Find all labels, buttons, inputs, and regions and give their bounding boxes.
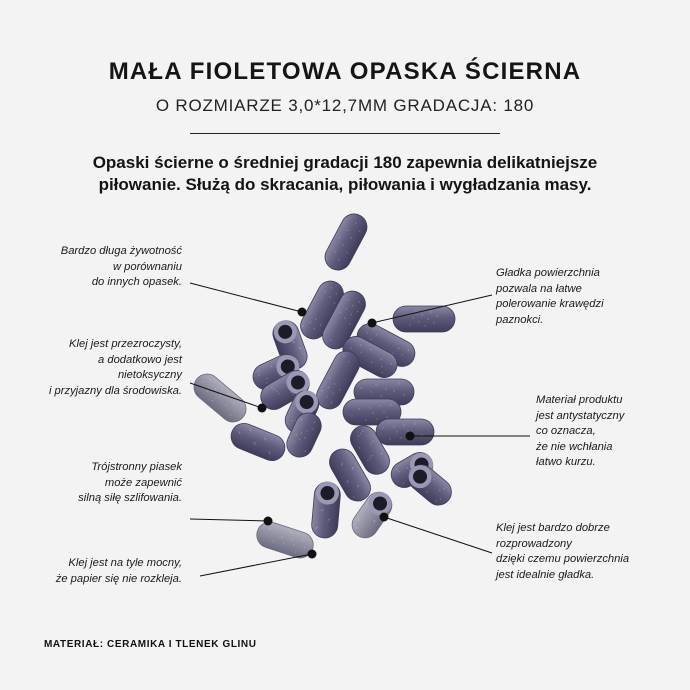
- note-line: dzięki czemu powierzchnia: [496, 553, 630, 565]
- note-antistatic: [536, 393, 686, 471]
- leader-dot: [406, 432, 415, 441]
- note-three-sided-sand: [20, 460, 182, 507]
- sanding-band: [311, 480, 342, 539]
- note-line: Klej jest przezroczysty,: [69, 338, 182, 350]
- note-line: Klej jest na tyle mocny,: [68, 557, 182, 569]
- note-line: paznokci.: [496, 313, 544, 326]
- note-line: że papier się nie rozkleja.: [55, 572, 182, 585]
- note-line: a dodatkowo jest: [98, 353, 182, 366]
- material-footer: MATERIAŁ: CERAMIKA I TLENEK GLINU: [44, 639, 257, 650]
- leader-dot: [308, 550, 317, 559]
- note-even-glue: [496, 521, 686, 583]
- leader-line: [190, 519, 268, 521]
- sanding-band: [320, 209, 371, 274]
- note-line: pozwala na łatwe: [496, 282, 582, 295]
- note-strong-glue: [20, 556, 182, 587]
- leader-dot: [264, 517, 273, 526]
- note-line: nietoksyczny: [117, 369, 182, 381]
- note-line: Trójstronny piasek: [91, 461, 182, 473]
- intro-line-1: Opaski ścierne o średniej gradacji 180 zapewnia delikatniejsze: [92, 153, 598, 172]
- note-line: co oznacza,: [536, 425, 596, 437]
- note-line: jest antystatyczny: [536, 409, 625, 422]
- leader-line: [200, 554, 312, 576]
- page-subtitle: O ROZMIARZE 3,0*12,7MM GRADACJA: 180: [155, 96, 535, 115]
- note-line: łatwo kurzu.: [536, 456, 596, 468]
- note-line: Bardzo długa żywotność: [60, 245, 182, 257]
- note-smooth-surface: [496, 266, 676, 328]
- page-title: MAŁA FIOLETOWA OPASKA ŚCIERNA: [108, 58, 582, 85]
- note-line: jest idealnie gładka.: [496, 568, 595, 581]
- sanding-band: [393, 306, 455, 332]
- note-line: polerowanie krawędzi: [496, 298, 604, 310]
- note-line: silną siłę szlifowania.: [78, 492, 182, 504]
- note-line: może zapewnić: [104, 476, 182, 489]
- leader-line: [384, 517, 492, 553]
- note-line: Materiał produktu: [536, 394, 623, 406]
- sanding-band: [189, 369, 252, 427]
- note-line: do innych opasek.: [91, 276, 182, 288]
- leader-dot: [368, 319, 377, 328]
- sanding-band: [227, 419, 289, 464]
- note-line: że nie wchłania: [536, 440, 613, 453]
- note-line: Gładka powierzchnia: [496, 267, 600, 279]
- note-line: i przyjazny dla środowiska.: [48, 384, 182, 397]
- leader-dot: [380, 513, 389, 522]
- leader-dot: [298, 308, 307, 317]
- note-long-lifetime: [20, 244, 182, 291]
- note-clear-glue: [0, 337, 182, 399]
- note-line: w porównaniu: [112, 260, 182, 273]
- leader-line: [190, 283, 302, 312]
- sanding-bands: [189, 209, 457, 561]
- note-line: Klej jest bardzo dobrze: [496, 522, 610, 534]
- leader-dot: [258, 404, 267, 413]
- sanding-band: [376, 419, 434, 445]
- intro-line-2: piłowanie. Służą do skracania, piłowania i wygładzania masy.: [98, 175, 592, 194]
- note-line: rozprowadzony: [496, 537, 572, 550]
